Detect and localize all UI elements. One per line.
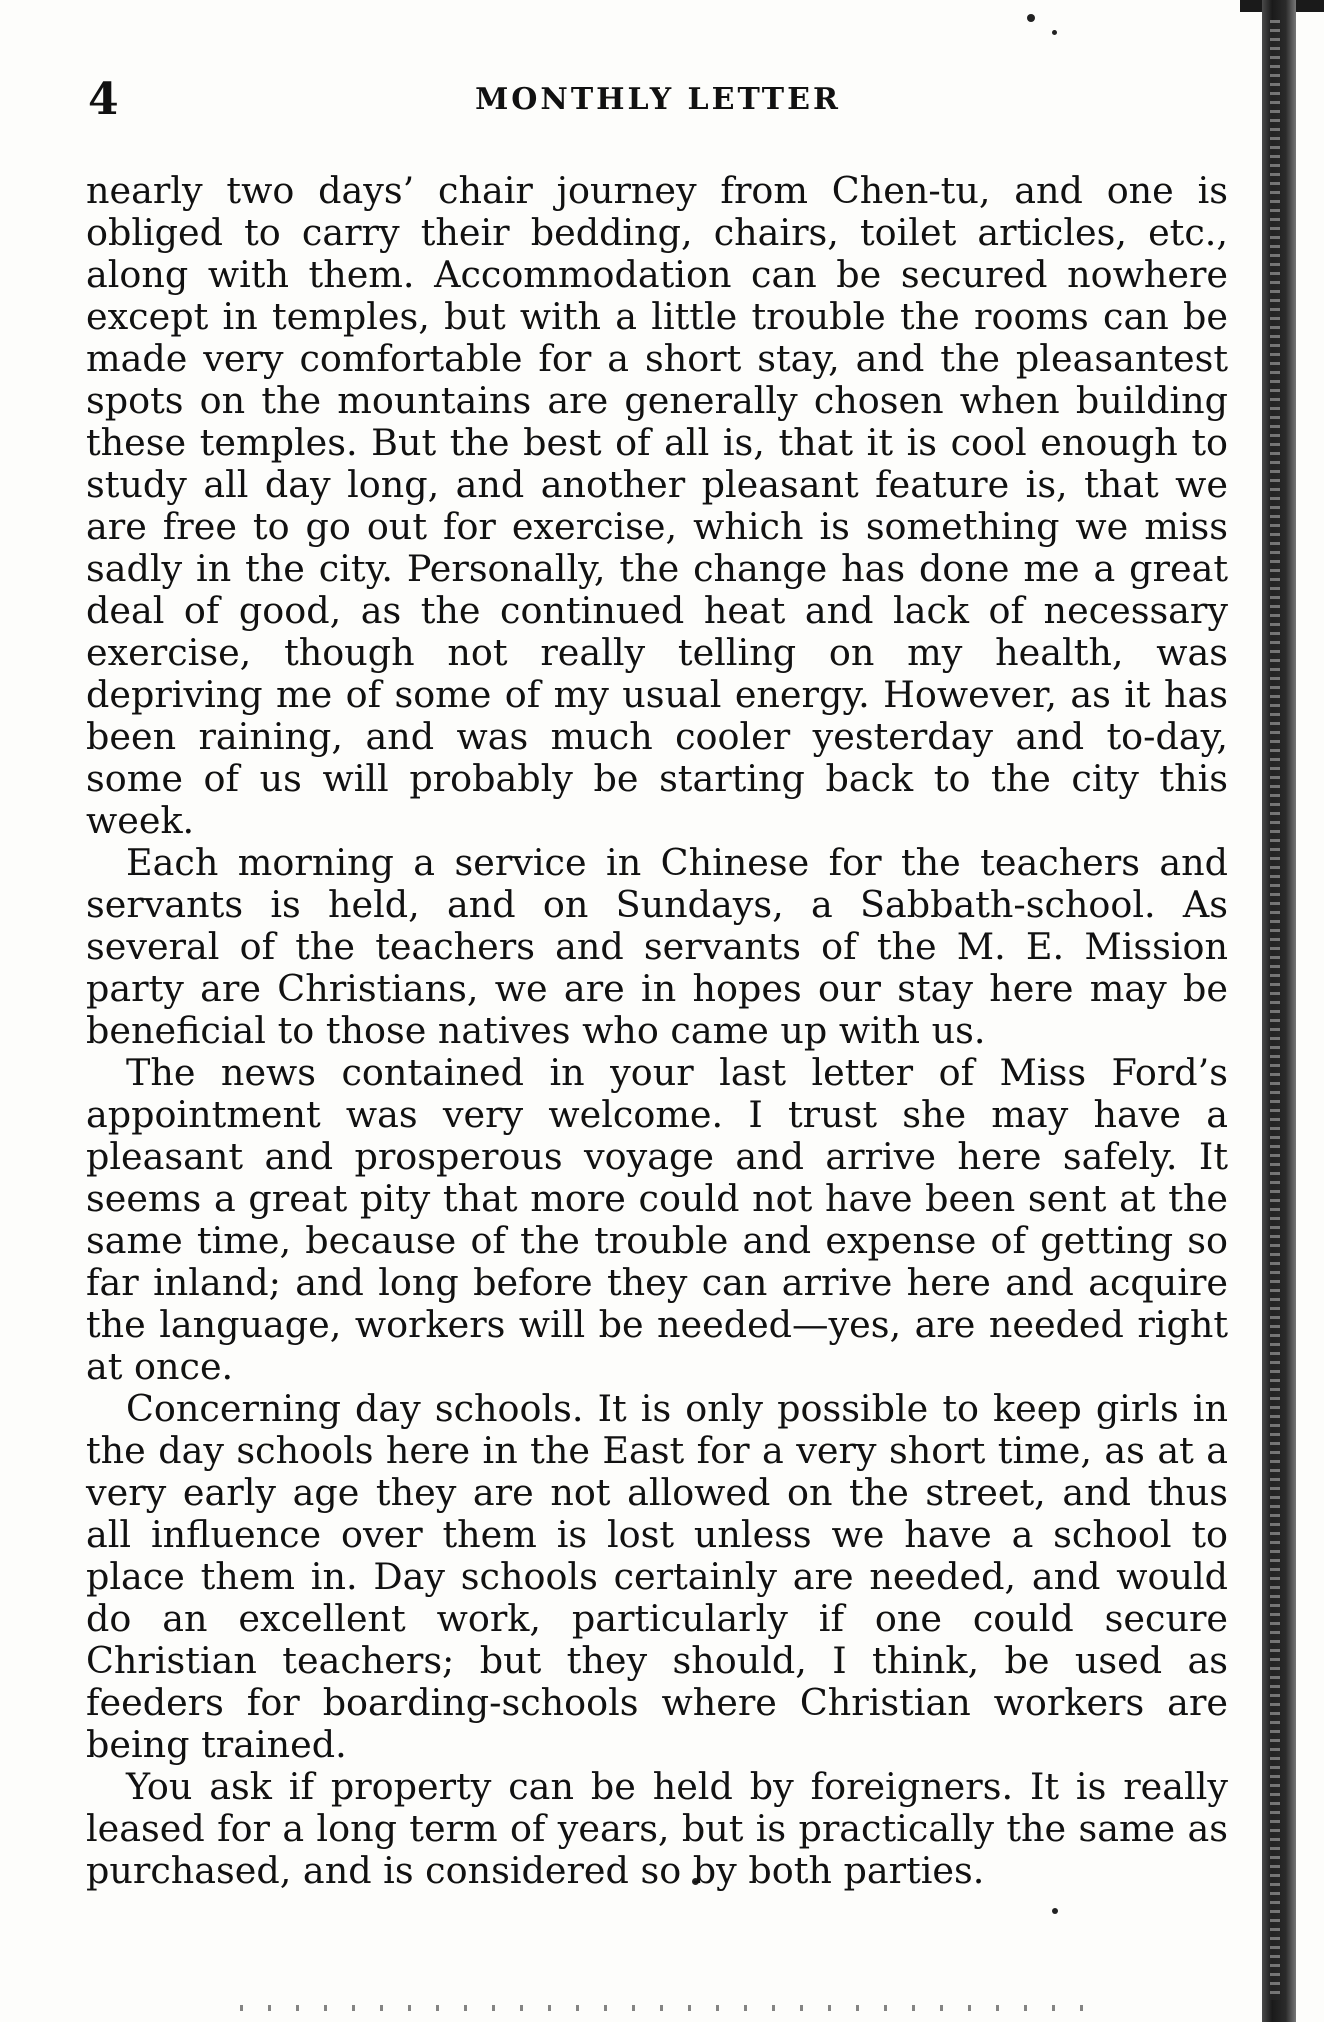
paragraph: Each morning a service in Chinese for the teachers and servants is held, and on Sundays, a Sabbath-school. As several of the teachers and servants of the M. E. Mission party are Christians, we are in hopes our stay here may be beneficial to those natives who came up with us.: [86, 841, 1228, 1052]
ink-speck: [1027, 14, 1035, 22]
paragraph: nearly two days’ chair journey from Chen-tu, and one is obliged to carry their bedding, chairs, toilet articles, etc., along with them. Accommodation can be secured nowhere except in temples, but with a little trouble the rooms can be made very comfortable for a short stay, and the pleasantest spots on the mountains are generally chosen when building these temples. But the best of all is, that it is cool enough to study all day long, and another pleasant feature is, that we are free to go out for exercise, which is something we miss sadly in the city. Personally, the change has done me a great deal of good, as the continued heat and lack of necessary exercise, though not really telling on my health, was depriving me of some of my usual energy. However, as it has been raining, and was much cooler yesterday and to-day, some of us will probably be starting back to the city this week.: [86, 169, 1228, 842]
paragraph: The news contained in your last letter of Miss Ford’s appointment was very welcome. I trust she may have a pleasant and prosperous voyage and arrive here safely. It seems a great pity that more could not have been sent at the same time, because of the trouble and expense of getting so far inland; and long before they can arrive here and acquire the language, workers will be needed—yes, are needed right at once.: [86, 1051, 1228, 1388]
ink-speck: [1052, 30, 1057, 35]
bottom-edge-marks: [240, 2005, 1090, 2011]
paragraph: You ask if property can be held by foreigners. It is really leased for a long term of years, but is practically the same as purchased, and is considered so by both parties.: [86, 1765, 1228, 1892]
page-binding-texture: [1270, 20, 1280, 2000]
running-title: MONTHLY LETTER: [475, 82, 841, 117]
page-header: [88, 70, 1228, 130]
ink-speck: [1052, 1908, 1058, 1914]
body-text: [86, 170, 1228, 1892]
paragraph: Concerning day schools. It is only possible to keep girls in the day schools here in the East for a very short time, as at a very early age they are not allowed on the street, and thus all influence over them is lost unless we have a school to place them in. Day schools certainly are needed, and would do an excellent work, particularly if one could secure Christian teachers; but they should, I think, be used as feeders for boarding-schools where Christian workers are being trained.: [86, 1387, 1228, 1766]
page-number: 4: [88, 74, 119, 125]
